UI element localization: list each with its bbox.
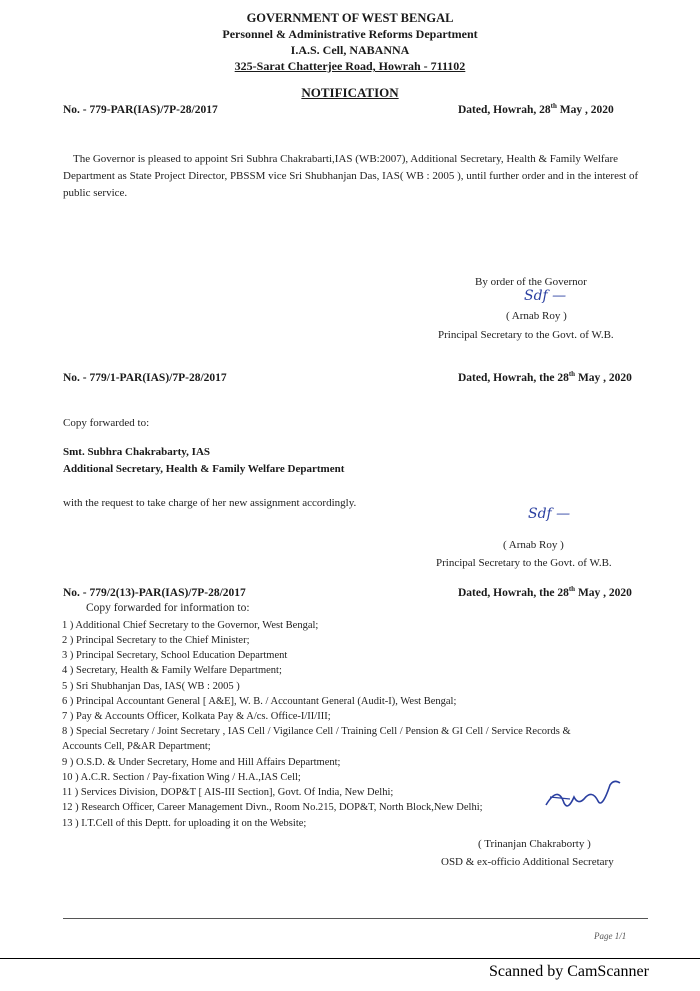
- memo-number-1: No. - 779-PAR(IAS)/7P-28/2017: [63, 104, 218, 116]
- request-text: with the request to take charge of her new assignment accordingly.: [63, 497, 357, 509]
- distribution-item: 13 ) I.T.Cell of this Deptt. for uploading it on the Website;: [62, 818, 307, 829]
- page-number: Page 1/1: [594, 931, 627, 941]
- memo-date-2: Dated, Howrah, the 28th May , 2020: [458, 370, 632, 384]
- signatory-designation-1: Principal Secretary to the Govt. of W.B.: [438, 329, 614, 341]
- signature-1: Sdf —: [524, 288, 567, 304]
- signatory-name-2: ( Arnab Roy ): [503, 539, 564, 551]
- distribution-item: 9 ) O.S.D. & Under Secretary, Home and Hill Affairs Department;: [62, 757, 341, 768]
- scan-divider: [0, 958, 700, 959]
- distribution-item: 11 ) Services Division, DOP&T [ AIS-III Section], Govt. Of India, New Delhi;: [62, 787, 394, 798]
- govt-heading: GOVERNMENT OF WEST BENGAL: [246, 11, 454, 25]
- department-heading: Personnel & Administrative Reforms Department: [222, 27, 478, 41]
- distribution-item: 7 ) Pay & Accounts Officer, Kolkata Pay & A/cs. Office-I/II/III;: [62, 711, 331, 722]
- signatory-designation-3: OSD & ex-officio Additional Secretary: [441, 856, 614, 868]
- distribution-item: 1 ) Additional Chief Secretary to the Governor, West Bengal;: [62, 620, 319, 631]
- recipient-name: Smt. Subhra Chakrabarty, IAS: [63, 446, 211, 458]
- copy-forwarded-label-2: Copy forwarded to:: [63, 417, 150, 429]
- distribution-item: 4 ) Secretary, Health & Family Welfare Department;: [62, 665, 282, 676]
- memo-number-3: No. - 779/2(13)-PAR(IAS)/7P-28/2017: [63, 587, 246, 599]
- distribution-item: 8 ) Special Secretary / Joint Secretary , IAS Cell / Vigilance Cell / Training Cell / Pension & GI Cell / Service Records &: [62, 726, 571, 737]
- scanner-watermark: Scanned by CamScanner: [489, 963, 649, 980]
- signatory-name-1: ( Arnab Roy ): [506, 310, 567, 322]
- distribution-item: 10 ) A.C.R. Section / Pay-fixation Wing / H.A.,IAS Cell;: [62, 772, 301, 783]
- memo-date-1: Dated, Howrah, 28th May , 2020: [458, 102, 614, 116]
- memo-number-2: No. - 779/1-PAR(IAS)/7P-28/2017: [63, 372, 227, 384]
- signatory-designation-2: Principal Secretary to the Govt. of W.B.: [436, 557, 612, 569]
- distribution-item: 6 ) Principal Accountant General [ A&E], W. B. / Accountant General (Audit-I), West Bengal;: [62, 696, 457, 707]
- by-order-text: By order of the Governor: [475, 276, 587, 288]
- cell-heading: I.A.S. Cell, NABANNA: [290, 43, 410, 57]
- appointment-paragraph: The Governor is pleased to appoint Sri Subhra Chakrabarti,IAS (WB:2007), Additional Secretary, Health & Family Welfare Department as State Project Director, PBSSM vice Sri Shubhanjan Das, IAS( WB : 2005 ), until further order and in the interest of public service.: [63, 153, 639, 199]
- notification-title: NOTIFICATION: [301, 85, 399, 100]
- distribution-item: Accounts Cell, P&AR Department;: [62, 741, 211, 752]
- recipient-designation: Additional Secretary, Health & Family Welfare Department: [63, 463, 345, 475]
- distribution-item: 5 ) Sri Shubhanjan Das, IAS( WB : 2005 ): [62, 681, 240, 692]
- signature-3-graphic: [540, 775, 630, 820]
- signatory-name-3: ( Trinanjan Chakraborty ): [478, 838, 591, 850]
- signature-2: Sdf —: [528, 506, 571, 522]
- memo-date-3: Dated, Howrah, the 28th May , 2020: [458, 585, 632, 599]
- distribution-item: 2 ) Principal Secretary to the Chief Minister;: [62, 635, 250, 646]
- copy-forwarded-label-3: Copy forwarded for information to:: [86, 602, 250, 614]
- distribution-item: 3 ) Principal Secretary, School Education Department: [62, 650, 288, 661]
- footer-divider: [63, 918, 648, 919]
- address-heading: 325-Sarat Chatterjee Road, Howrah - 711102: [234, 59, 466, 73]
- distribution-item: 12 ) Research Officer, Career Management Divn., Room No.215, DOP&T, North Block,New Delhi;: [62, 802, 483, 813]
